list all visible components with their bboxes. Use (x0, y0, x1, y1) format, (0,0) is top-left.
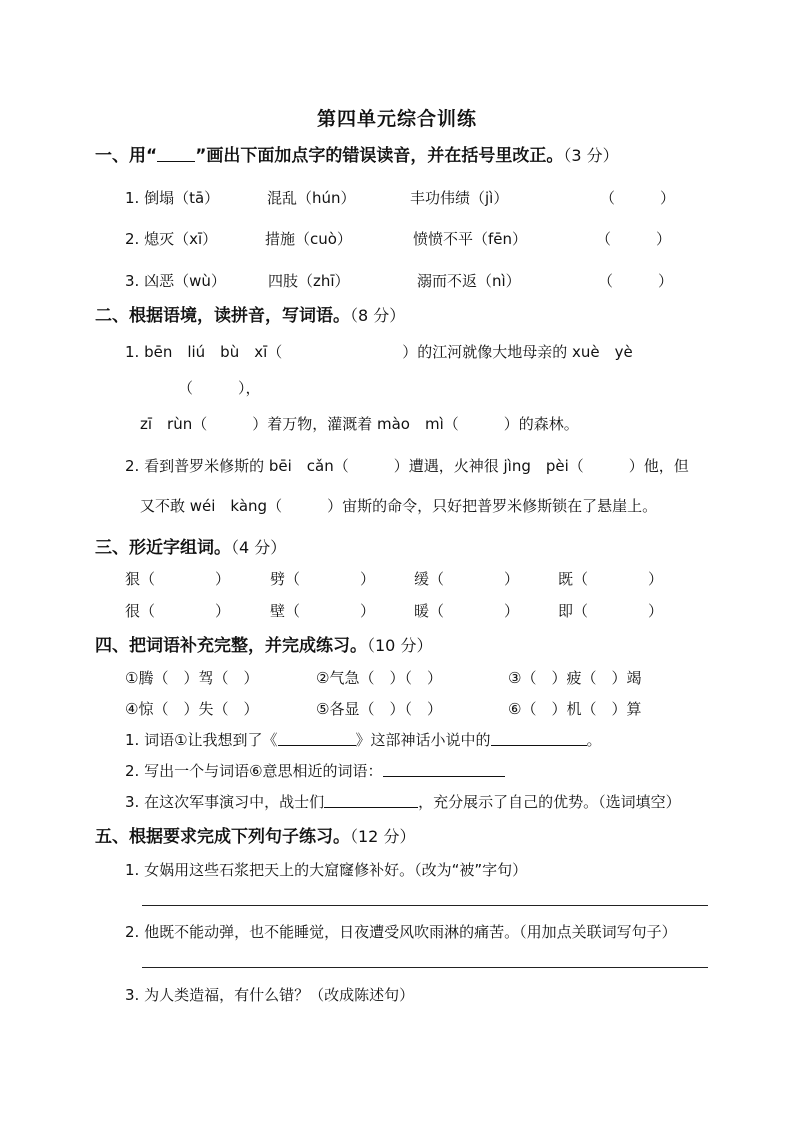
s1-row1-item-a: 1. 倒塌（tā） (125, 189, 220, 207)
s4-q1-text-b: 》这部神话小说中的 (355, 731, 491, 749)
s2-line-1: 1. bēn liú bù xī（ ）的江河就像大地母亲的 xuè yè (125, 343, 633, 361)
s3-r2-c2[interactable]: 壁（ ） (270, 602, 376, 620)
section-3-title: 三、形近字组词。 (95, 538, 231, 558)
section-4-points: （10 分） (367, 636, 433, 655)
s5-question-1: 1. 女娲用这些石浆把天上的大窟窿修补好。（改为“被”字句） (125, 861, 528, 879)
s1-row3-item-c: 溺而不返（nì） (417, 272, 521, 290)
s4-q1-text-a: 1. 词语①让我想到了《 (125, 731, 278, 749)
s2-line-5: 又不敢 wéi kàng（ ）宙斯的命令，只好把普罗米修斯锁在了悬崖上。 (140, 497, 658, 515)
s4-r1-c1[interactable]: ①腾（ ）驾（ ） (125, 669, 259, 687)
section-5-title: 五、根据要求完成下列句子练习。 (95, 827, 350, 847)
s4-q3-text-a: 3. 在这次军事演习中，战士们 (125, 793, 325, 811)
s3-r1-c3[interactable]: 缓（ ） (414, 570, 520, 588)
s4-r1-c3[interactable]: ③（ ）疲（ ）竭 (508, 669, 642, 687)
section-1-prefix: 一、用“ (95, 146, 158, 166)
section-2-heading (95, 301, 405, 326)
s1-row3-item-b: 四肢（zhī） (268, 272, 350, 290)
s1-row2-item-a: 2. 熄灭（xī） (125, 230, 218, 248)
section-4-title: 四、把词语补充完整，并完成练习。 (95, 636, 367, 656)
s5-question-2: 2. 他既不能动弹，也不能睡觉，日夜遭受风吹雨淋的痛苦。（用加点关联词写句子） (125, 923, 677, 941)
s3-r2-c4[interactable]: 即（ ） (558, 602, 664, 620)
s4-question-3 (125, 791, 681, 812)
underline-mark (157, 147, 195, 162)
s4-q1-blank-2[interactable] (491, 731, 587, 746)
page-title: 第四单元综合训练 (316, 108, 477, 130)
s1-row3-answer[interactable]: （ ） (598, 272, 674, 290)
section-1-suffix: ”画出下面加点字的错误读音，并在括号里改正。 (195, 146, 564, 166)
section-2-points: （8 分） (350, 306, 406, 325)
section-1-points: （3 分） (563, 146, 619, 165)
s1-row1-answer[interactable]: （ ） (600, 189, 676, 207)
section-3-points: （4 分） (231, 538, 287, 557)
s1-row1-item-c: 丰功伟绩（jì） (410, 189, 509, 207)
s3-r1-c1[interactable]: 狠（ ） (125, 570, 231, 588)
section-5-points: （12 分） (350, 827, 416, 846)
s4-q2-text: 2. 写出一个与词语⑥意思相近的词语： (125, 762, 383, 780)
s4-q3-blank[interactable] (324, 793, 418, 808)
s5-question-3: 3. 为人类造福，有什么错？（改成陈述句） (125, 986, 415, 1004)
s2-line-2: （ ）， (178, 379, 261, 397)
s1-row3-item-a: 3. 凶恶（wù） (125, 272, 226, 290)
s3-r2-c1[interactable]: 很（ ） (125, 602, 231, 620)
s1-row1-item-b: 混乱（hún） (267, 189, 356, 207)
s4-question-1 (125, 729, 602, 750)
s4-r2-c1[interactable]: ④惊（ ）失（ ） (125, 700, 259, 718)
section-2-title: 二、根据语境，读拼音，写词语。 (95, 306, 350, 326)
s5-answer-line-1[interactable] (142, 905, 708, 906)
s1-row2-item-c: 愤愤不平（fēn） (413, 230, 528, 248)
s4-r2-c3[interactable]: ⑥（ ）机（ ）算 (508, 700, 642, 718)
section-3-heading (95, 533, 286, 558)
s4-r2-c2[interactable]: ⑤各显（ ）（ ） (316, 700, 442, 718)
s4-r1-c2[interactable]: ②气急（ ）（ ） (316, 669, 442, 687)
s1-row2-item-b: 措施（cuò） (265, 230, 352, 248)
section-4-heading (95, 631, 432, 656)
s4-q3-text-b: ，充分展示了自己的优势。（选词填空） (418, 793, 681, 811)
s3-r1-c4[interactable]: 既（ ） (558, 570, 664, 588)
section-1-heading (95, 141, 619, 166)
s2-line-4: 2. 看到普罗米修斯的 bēi cǎn（ ）遭遇，火神很 jìng pèi（ ）他，但 (125, 457, 689, 475)
s3-r1-c2[interactable]: 劈（ ） (270, 570, 376, 588)
s4-question-2 (125, 760, 505, 781)
s4-q2-blank[interactable] (383, 762, 505, 777)
section-5-heading (95, 822, 415, 847)
s3-r2-c3[interactable]: 暖（ ） (414, 602, 520, 620)
s5-answer-line-2[interactable] (142, 967, 708, 968)
s2-line-3: zī rùn（ ）着万物，灌溉着 mào mì（ ）的森林。 (140, 415, 579, 433)
s4-q1-text-c: 。 (586, 731, 602, 749)
s1-row2-answer[interactable]: （ ） (596, 230, 672, 248)
s4-q1-blank-1[interactable] (278, 731, 356, 746)
